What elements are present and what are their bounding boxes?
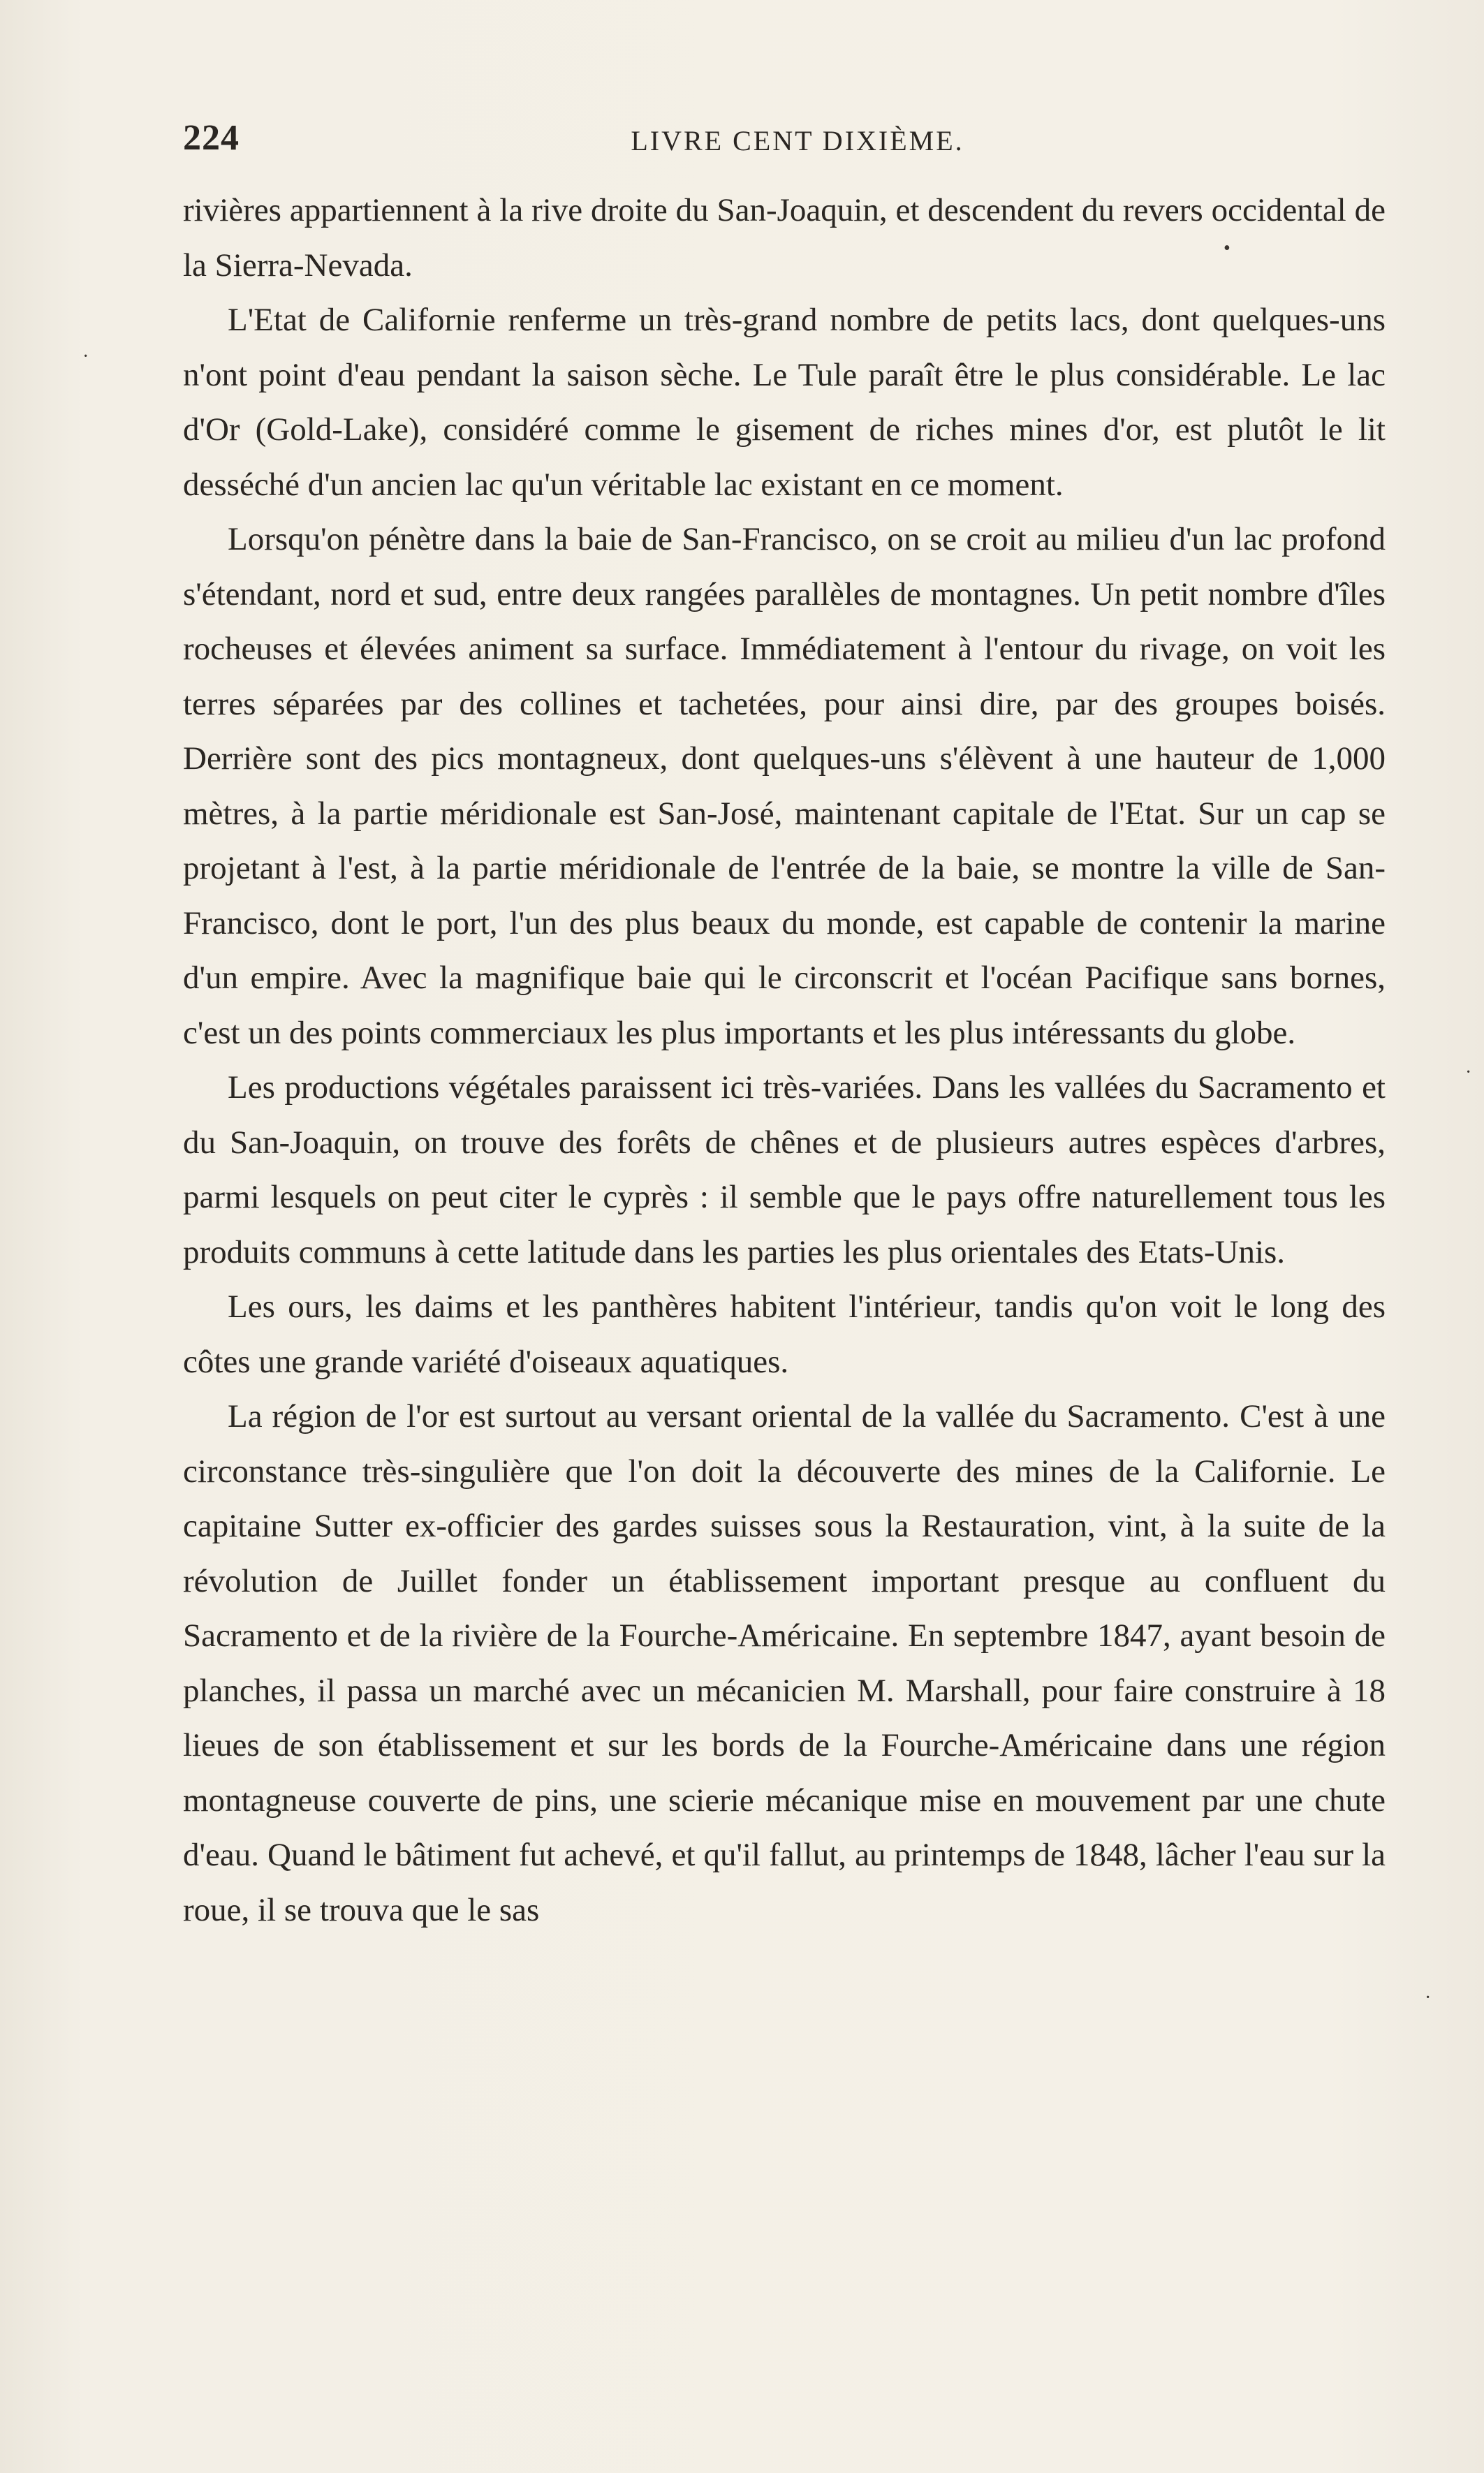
page-header [183, 117, 1384, 166]
margin-speck: • [1224, 237, 1230, 259]
page-number: 224 [183, 118, 240, 158]
margin-speck: · [82, 346, 89, 367]
paragraph-1: rivières appartiennent à la rive droite du San-Joaquin, et descendent du revers occidental de la Sierra-Nevada. [183, 192, 1386, 284]
margin-speck: · [1465, 1062, 1472, 1083]
margin-speck: · [1425, 1987, 1432, 2009]
paragraph-2: L'Etat de Californie renferme un très-grand nombre de petits lacs, dont quelques-uns n'ont point d'eau pendant la saison sèche. Le Tule paraît être le plus considérable. Le lac d'Or (Gold-Lake), considéré comme le gisement de riches mines d'or, est plutôt le lit desséché d'un ancien lac qu'un véritable lac existant en ce moment. [183, 302, 1386, 503]
paragraph-6: La région de l'or est surtout au versant oriental de la vallée du Sacramento. C'est à une circonstance très-singulière que l'on doit la découverte des mines de la Californie. Le capitaine Sutter ex-officier des gardes suisses sous la Restauration, vint, à la suite de la révolution de Juillet fonder un établissement important presque au confluent du Sacramento et de la rivière de la Fourche-Américaine. En septembre 1847, ayant besoin de planches, il passa un marché avec un mécanicien M. Marshall, pour faire construire à 18 lieues de son établissement et sur les bords de la Fourche-Américaine dans une région montagneuse couverte de pins, une scierie mécanique mise en mouvement par une chute d'eau. Quand le bâtiment fut achevé, et qu'il fallut, au printemps de 1848, lâcher l'eau sur la roue, il se trouva que le sas [183, 1398, 1386, 1928]
paragraph-3: Lorsqu'on pénètre dans la baie de San-Francisco, on se croit au milieu d'un lac profond s'étendant, nord et sud, entre deux rangées parallèles de montagnes. Un petit nombre d'îles rocheuses et élevées animent sa surface. Immédiatement à l'entour du rivage, on voit les terres séparées par des collines et tachetées, pour ainsi dire, par des groupes boisés. Derrière sont des pics montagneux, dont quelques-uns s'élèvent à une hauteur de 1,000 mètres, à la partie méridionale est San-José, maintenant capitale de l'Etat. Sur un cap se projetant à l'est, à la partie méridionale de l'entrée de la baie, se montre la ville de San-Francisco, dont le port, l'un des plus beaux du monde, est capable de contenir la marine d'un empire. Avec la magnifique baie qui le circonscrit et l'océan Pacifique sans bornes, c'est un des points commerciaux les plus importants et les plus intéressants du globe. [183, 521, 1386, 1051]
body-text [183, 183, 1386, 1937]
paragraph-5: Les ours, les daims et les panthères habitent l'intérieur, tandis qu'on voit le long des côtes une grande variété d'oiseaux aquatiques. [183, 1289, 1386, 1380]
running-title: LIVRE CENT DIXIÈME. [631, 125, 964, 156]
paragraph-4: Les productions végétales paraissent ici très-variées. Dans les vallées du Sacramento et du San-Joaquin, on trouve des forêts de chênes et de plusieurs autres espèces d'arbres, parmi lesquels on peut citer le cyprès : il semble que le pays offre naturellement tous les produits communs à cette latitude dans les parties les plus orientales des Etats-Unis. [183, 1069, 1386, 1270]
